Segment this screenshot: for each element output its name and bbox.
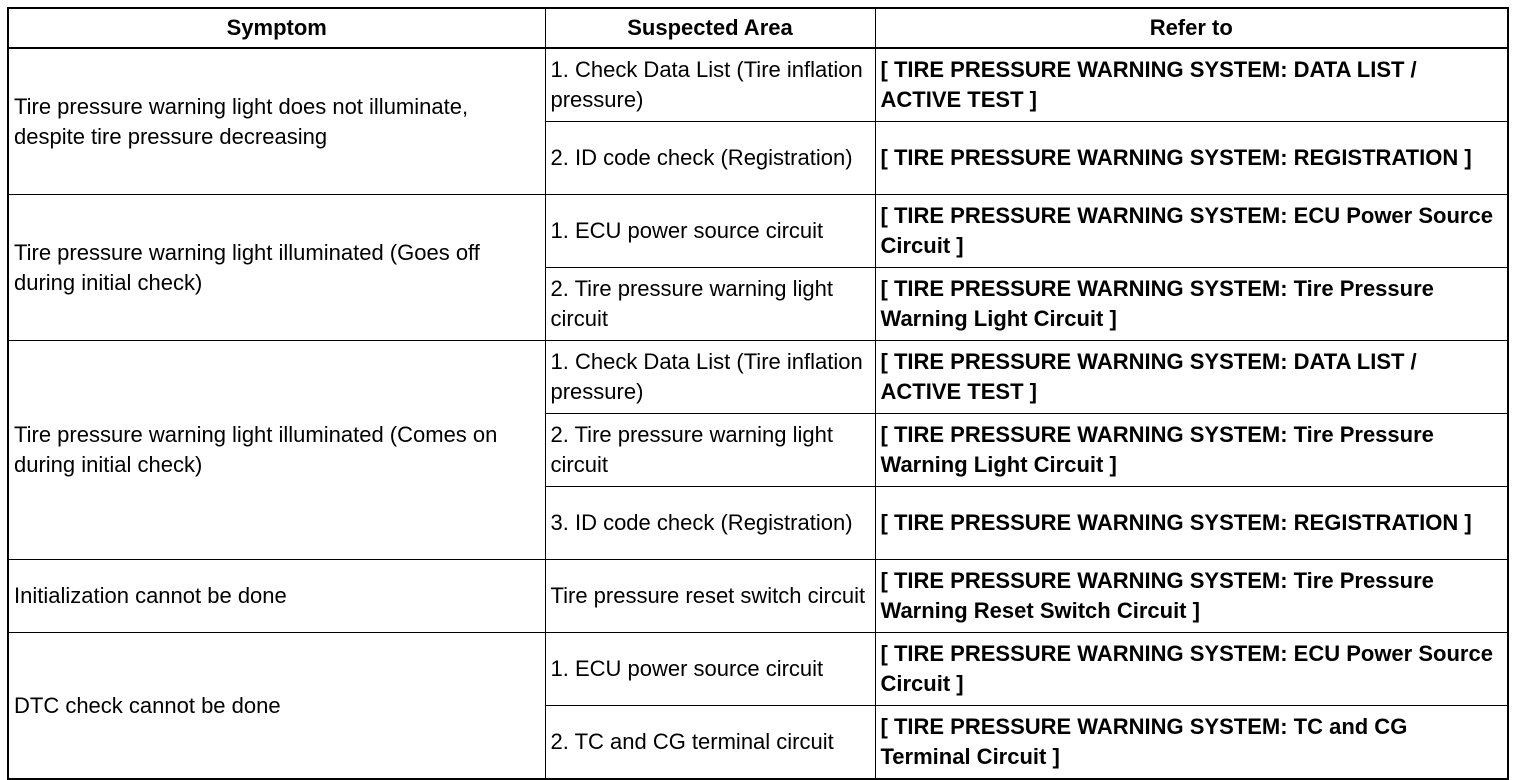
refer-to-link[interactable]: [ TIRE PRESSURE WARNING SYSTEM: ECU Power Source Circuit ]	[875, 633, 1508, 706]
header-refer-to: Refer to	[875, 8, 1508, 48]
refer-to-link[interactable]: [ TIRE PRESSURE WARNING SYSTEM: REGISTRATION ]	[875, 487, 1508, 560]
suspected-area-cell: 1. Check Data List (Tire inflation pressure)	[545, 341, 875, 414]
refer-to-link[interactable]: [ TIRE PRESSURE WARNING SYSTEM: TC and CG Terminal Circuit ]	[875, 706, 1508, 780]
table-row	[8, 560, 1508, 633]
suspected-area-cell: 2. TC and CG terminal circuit	[545, 706, 875, 780]
symptom-cell: Tire pressure warning light illuminated (Comes on during initial check)	[8, 341, 545, 560]
header-symptom: Symptom	[8, 8, 545, 48]
refer-to-link[interactable]: [ TIRE PRESSURE WARNING SYSTEM: DATA LIST / ACTIVE TEST ]	[875, 48, 1508, 122]
suspected-area-cell: 2. Tire pressure warning light circuit	[545, 414, 875, 487]
refer-to-link[interactable]: [ TIRE PRESSURE WARNING SYSTEM: Tire Pressure Warning Reset Switch Circuit ]	[875, 560, 1508, 633]
suspected-area-cell: 1. ECU power source circuit	[545, 633, 875, 706]
symptom-table	[7, 7, 1509, 780]
header-suspected-area: Suspected Area	[545, 8, 875, 48]
suspected-area-cell: 3. ID code check (Registration)	[545, 487, 875, 560]
refer-to-link[interactable]: [ TIRE PRESSURE WARNING SYSTEM: DATA LIST / ACTIVE TEST ]	[875, 341, 1508, 414]
table-row	[8, 195, 1508, 268]
table-row	[8, 48, 1508, 122]
symptom-cell: DTC check cannot be done	[8, 633, 545, 780]
refer-to-link[interactable]: [ TIRE PRESSURE WARNING SYSTEM: REGISTRATION ]	[875, 122, 1508, 195]
symptom-cell: Initialization cannot be done	[8, 560, 545, 633]
refer-to-link[interactable]: [ TIRE PRESSURE WARNING SYSTEM: ECU Power Source Circuit ]	[875, 195, 1508, 268]
refer-to-link[interactable]: [ TIRE PRESSURE WARNING SYSTEM: Tire Pressure Warning Light Circuit ]	[875, 268, 1508, 341]
suspected-area-cell: 1. ECU power source circuit	[545, 195, 875, 268]
symptom-cell: Tire pressure warning light illuminated (Goes off during initial check)	[8, 195, 545, 341]
table-row	[8, 341, 1508, 414]
suspected-area-cell: Tire pressure reset switch circuit	[545, 560, 875, 633]
header-row	[8, 8, 1508, 48]
suspected-area-cell: 2. Tire pressure warning light circuit	[545, 268, 875, 341]
table-row	[8, 633, 1508, 706]
suspected-area-cell: 1. Check Data List (Tire inflation pressure)	[545, 48, 875, 122]
refer-to-link[interactable]: [ TIRE PRESSURE WARNING SYSTEM: Tire Pressure Warning Light Circuit ]	[875, 414, 1508, 487]
suspected-area-cell: 2. ID code check (Registration)	[545, 122, 875, 195]
symptom-cell: Tire pressure warning light does not illuminate, despite tire pressure decreasing	[8, 48, 545, 195]
